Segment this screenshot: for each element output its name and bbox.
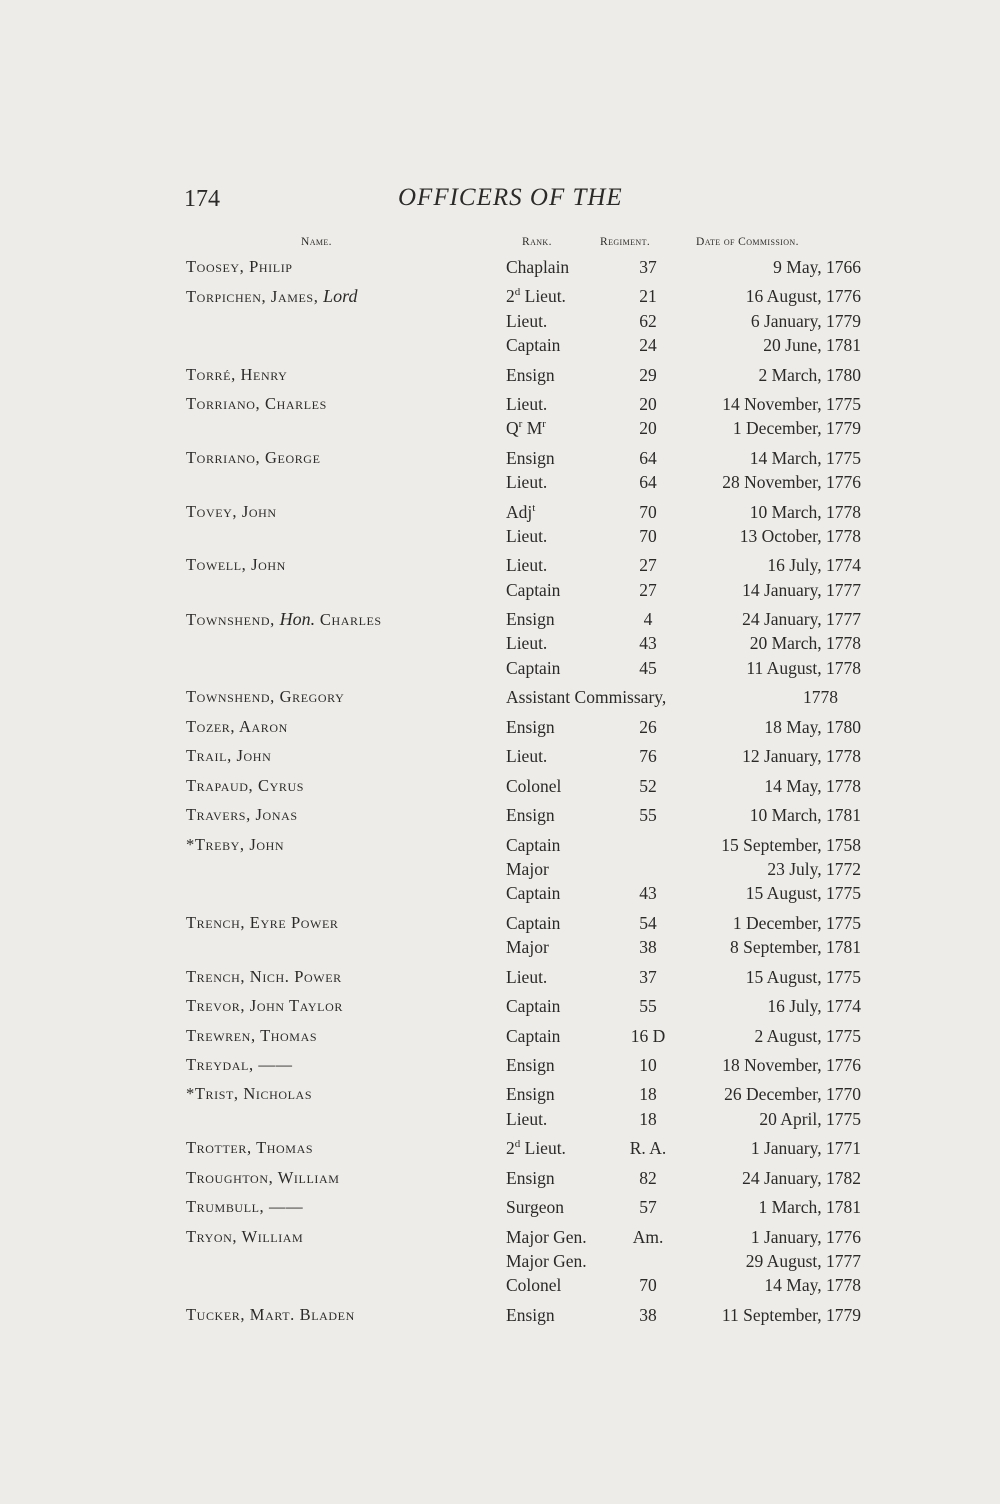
entry-line <box>0 555 1000 579</box>
regiment-cell: 27 <box>639 555 657 576</box>
rank-cell: Major <box>506 858 549 879</box>
entry-line <box>0 746 1000 770</box>
rank-cell: Ensign <box>506 364 555 385</box>
entry-line <box>0 805 1000 829</box>
regiment-cell: 52 <box>639 775 657 796</box>
commission-date: 16 August, 1776 <box>745 286 861 307</box>
entry-line <box>0 835 1000 859</box>
rank-cell: Lieut. <box>506 525 548 546</box>
rank-superscript: d <box>514 286 521 299</box>
regiment-cell: 64 <box>639 447 657 468</box>
commission-date: 1 December, 1779 <box>732 418 861 439</box>
entry-line <box>0 1275 1000 1299</box>
entry-line <box>0 1305 1000 1329</box>
column-header-regiment: Regiment. <box>600 236 651 248</box>
column-header-date: Date of Commission. <box>696 236 799 248</box>
officer-name: Torriano, Charles <box>186 394 327 414</box>
commission-date: 1778 <box>803 687 838 708</box>
rank-cell: Captain <box>506 335 561 356</box>
commission-date: 9 May, 1766 <box>773 257 861 277</box>
officer-entry <box>0 609 1000 682</box>
entry-line <box>0 913 1000 937</box>
entry-line <box>0 1109 1000 1133</box>
regiment-cell: 4 <box>643 609 653 630</box>
entry-line <box>0 859 1000 883</box>
rank-cell: Ensign <box>506 805 555 826</box>
commission-date: 15 August, 1775 <box>745 966 861 987</box>
officer-name: Torré, Henry <box>186 364 288 384</box>
rank-cell: Lieut. <box>506 394 548 415</box>
officer-entry <box>0 805 1000 829</box>
officer-entry <box>0 1026 1000 1050</box>
officer-name: Toosey, Philip <box>186 257 293 276</box>
regiment-cell: 24 <box>639 335 657 356</box>
commission-date: 18 November, 1776 <box>722 1054 861 1075</box>
column-header-name: Name. <box>301 236 332 248</box>
commission-date: 2 August, 1775 <box>754 1025 861 1046</box>
entry-line <box>0 1084 1000 1108</box>
rank-cell: Lieut. <box>506 555 548 576</box>
officer-name: Treydal, —— <box>186 1054 293 1074</box>
commission-date: 1 December, 1775 <box>732 912 861 933</box>
entry-line <box>0 776 1000 800</box>
entry-line <box>0 967 1000 991</box>
officer-entry <box>0 1168 1000 1192</box>
regiment-cell: 70 <box>639 501 657 522</box>
rank-cell: Lieut. <box>506 633 548 654</box>
rank-cell: Captain <box>506 912 561 933</box>
regiment-cell: 55 <box>639 996 657 1017</box>
commission-date: 20 April, 1775 <box>759 1108 861 1129</box>
entry-line <box>0 996 1000 1020</box>
officer-entry <box>0 448 1000 497</box>
entry-line <box>0 717 1000 741</box>
entry-line <box>0 937 1000 961</box>
rank-cell: Ensign <box>506 1304 555 1325</box>
regiment-cell: R. A. <box>629 1138 667 1159</box>
rank-cell: 2$^d$ Lieut. <box>506 1138 566 1159</box>
entry-line <box>0 448 1000 472</box>
regiment-cell: 38 <box>639 1304 657 1325</box>
officer-entry <box>0 746 1000 770</box>
rank-cell: Ensign <box>506 1084 555 1105</box>
regiment-cell: Am. <box>632 1226 664 1247</box>
rank-cell: Captain <box>506 996 561 1017</box>
commission-date: 10 March, 1778 <box>749 501 861 522</box>
entry-line <box>0 526 1000 550</box>
officer-entry <box>0 967 1000 991</box>
commission-date: 6 January, 1779 <box>750 310 861 331</box>
entry-line <box>0 311 1000 335</box>
commission-date: 20 June, 1781 <box>763 335 861 356</box>
commission-date: 11 September, 1779 <box>721 1304 861 1325</box>
officer-name: Trevor, John Taylor <box>186 996 343 1016</box>
officer-entry <box>0 555 1000 604</box>
officer-entry <box>0 835 1000 908</box>
regiment-cell: 18 <box>639 1084 657 1105</box>
officer-name: Tozer, Aaron <box>186 716 288 736</box>
commission-date: 24 January, 1782 <box>742 1167 861 1188</box>
commission-date: 16 July, 1774 <box>767 996 861 1017</box>
officer-name: Tucker, Mart. Bladen <box>186 1304 355 1324</box>
column-header-rank: Rank. <box>522 236 552 248</box>
regiment-cell: 55 <box>639 805 657 826</box>
officer-entry <box>0 1227 1000 1300</box>
rank-cell: Captain <box>506 834 561 855</box>
rank-cell: Lieut. <box>506 746 548 767</box>
rank-cell: Colonel <box>506 1275 562 1296</box>
officer-entry <box>0 996 1000 1020</box>
officer-name: Trench, Eyre Power <box>186 912 339 932</box>
rank-superscript: r <box>518 418 523 431</box>
regiment-cell: 70 <box>639 1275 657 1296</box>
regiment-cell: 10 <box>639 1054 657 1075</box>
entry-line <box>0 394 1000 418</box>
officer-entry <box>0 717 1000 741</box>
regiment-cell: 45 <box>639 657 657 678</box>
commission-date: 11 August, 1778 <box>746 657 861 678</box>
rank-cell: Major Gen. <box>506 1226 587 1247</box>
regiment-cell: 64 <box>639 472 657 493</box>
commission-date: 26 December, 1770 <box>724 1084 861 1105</box>
officer-name: Trapaud, Cyrus <box>186 775 304 795</box>
officer-entry <box>0 1138 1000 1162</box>
officer-entry <box>0 502 1000 551</box>
rank-cell: Lieut. <box>506 310 548 331</box>
commission-date: 14 March, 1775 <box>749 447 861 468</box>
rank-cell: Ensign <box>506 1167 555 1188</box>
officer-entry <box>0 913 1000 962</box>
officer-entry <box>0 286 1000 359</box>
officer-name: Townshend, Gregory <box>186 687 345 707</box>
officer-name: Trumbull, —— <box>186 1197 304 1217</box>
regiment-cell: 70 <box>639 525 657 546</box>
commission-date: 28 November, 1776 <box>722 472 861 493</box>
regiment-cell: 57 <box>639 1197 657 1218</box>
rank-cell: Captain <box>506 657 561 678</box>
entry-line <box>0 286 1000 310</box>
officer-name: *Treby, John <box>186 834 285 854</box>
rank-cell: Lieut. <box>506 472 548 493</box>
entry-line <box>0 1168 1000 1192</box>
rank-cell: Ensign <box>506 609 555 630</box>
regiment-cell: 76 <box>639 746 657 767</box>
officer-entry <box>0 776 1000 800</box>
regiment-cell: 43 <box>639 633 657 654</box>
rank-superscript: d <box>514 1138 521 1151</box>
rank-cell: Lieut. <box>506 1108 548 1129</box>
rank-cell: Captain <box>506 1025 561 1046</box>
regiment-cell: 21 <box>639 286 657 307</box>
officer-name: Townshend, Hon. Charles <box>186 609 382 630</box>
entry-line <box>0 365 1000 389</box>
entry-line <box>0 418 1000 442</box>
rank-superscript: t <box>532 501 536 514</box>
commission-date: 18 May, 1780 <box>764 716 861 737</box>
officer-name: Trotter, Thomas <box>186 1138 314 1158</box>
entry-line <box>0 633 1000 657</box>
regiment-cell: 82 <box>639 1167 657 1188</box>
rank-cell: Colonel <box>506 775 562 796</box>
regiment-cell: 62 <box>639 310 657 331</box>
rank-cell: Lieut. <box>506 966 548 987</box>
officer-name: Trewren, Thomas <box>186 1025 318 1045</box>
entry-line <box>0 257 1000 281</box>
commission-date: 13 October, 1778 <box>739 525 861 546</box>
commission-date: 14 November, 1775 <box>722 394 861 415</box>
rank-cell: Major Gen. <box>506 1251 587 1271</box>
commission-date: 14 May, 1778 <box>764 1275 861 1296</box>
commission-date: 29 August, 1777 <box>745 1251 861 1271</box>
officer-list <box>0 257 1000 1329</box>
commission-date: 12 January, 1778 <box>742 746 861 767</box>
rank-cell: Ensign <box>506 447 555 468</box>
commission-date: 1 January, 1776 <box>750 1226 861 1247</box>
officer-name: Torpichen, James, Lord <box>186 286 358 307</box>
entry-line <box>0 1026 1000 1050</box>
entry-line <box>0 1055 1000 1079</box>
rank-cell: Adj$^t$ <box>506 501 536 522</box>
officer-entry <box>0 365 1000 389</box>
name-honorific-italic: Hon. <box>279 609 316 630</box>
rank-superscript: r <box>542 418 546 431</box>
commission-date: 14 May, 1778 <box>764 775 861 796</box>
entry-line <box>0 1138 1000 1162</box>
rank-cell: Captain <box>506 883 561 904</box>
entry-line <box>0 609 1000 633</box>
regiment-cell: 38 <box>639 937 657 958</box>
commission-date: 8 September, 1781 <box>729 937 861 958</box>
entry-line <box>0 883 1000 907</box>
regiment-cell: 29 <box>639 364 657 385</box>
commission-date: 14 January, 1777 <box>742 579 861 600</box>
officer-entry <box>0 257 1000 281</box>
officer-name: *Trist, Nicholas <box>186 1084 313 1104</box>
entry-line <box>0 472 1000 496</box>
entry-line <box>0 1251 1000 1275</box>
appointment-text: Assistant Commissary, <box>506 687 667 708</box>
commission-date: 15 September, 1758 <box>721 834 861 855</box>
commission-date: 1 January, 1771 <box>750 1138 861 1159</box>
rank-cell: Captain <box>506 579 561 600</box>
regiment-cell: 26 <box>639 716 657 737</box>
officer-entry <box>0 394 1000 443</box>
entry-line <box>0 502 1000 526</box>
rank-cell: 2$^d$ Lieut. <box>506 286 566 307</box>
officer-name: Torriano, George <box>186 447 321 467</box>
commission-date: 23 July, 1772 <box>767 858 861 879</box>
commission-date: 24 January, 1777 <box>742 609 861 630</box>
officer-name: Tovey, John <box>186 501 277 521</box>
officer-entry <box>0 687 1000 711</box>
rank-cell: Surgeon <box>506 1197 565 1218</box>
regiment-cell: 16 D <box>630 1025 666 1046</box>
officer-entry <box>0 1197 1000 1221</box>
officer-name: Travers, Jonas <box>186 805 298 825</box>
officer-name: Tryon, William <box>186 1226 304 1246</box>
commission-date: 10 March, 1781 <box>749 805 861 826</box>
officer-name: Trench, Nich. Power <box>186 966 342 986</box>
running-title: OFFICERS OF THE <box>398 184 623 211</box>
entry-line <box>0 658 1000 682</box>
officer-name: Troughton, William <box>186 1167 340 1187</box>
rank-cell: Ensign <box>506 716 555 737</box>
rank-cell: Major <box>506 937 549 958</box>
entry-line <box>0 1227 1000 1251</box>
commission-date: 2 March, 1780 <box>758 364 861 385</box>
commission-date: 16 July, 1774 <box>767 555 861 576</box>
officer-entry <box>0 1055 1000 1079</box>
entry-line <box>0 1197 1000 1221</box>
regiment-cell: 20 <box>639 394 657 415</box>
regiment-cell: 37 <box>639 257 657 277</box>
page-number: 174 <box>184 186 220 212</box>
regiment-cell: 54 <box>639 912 657 933</box>
name-title-italic: Lord <box>323 286 358 307</box>
officer-entry <box>0 1305 1000 1329</box>
rank-cell: Ensign <box>506 1054 555 1075</box>
rank-cell: $Q^r$ $M^r$ <box>506 418 546 439</box>
regiment-cell: 20 <box>639 418 657 439</box>
commission-date: 15 August, 1775 <box>745 883 861 904</box>
officer-name: Towell, John <box>186 555 286 575</box>
commission-date: 20 March, 1778 <box>749 633 861 654</box>
regiment-cell: 18 <box>639 1108 657 1129</box>
rank-cell: Chaplain <box>506 257 570 277</box>
regiment-cell: 43 <box>639 883 657 904</box>
regiment-cell: 37 <box>639 966 657 987</box>
entry-line <box>0 580 1000 604</box>
entry-line <box>0 335 1000 359</box>
commission-date: 1 March, 1781 <box>758 1197 861 1218</box>
entry-line <box>0 687 1000 711</box>
officer-name: Trail, John <box>186 746 272 766</box>
regiment-cell: 27 <box>639 579 657 600</box>
officer-entry <box>0 1084 1000 1133</box>
